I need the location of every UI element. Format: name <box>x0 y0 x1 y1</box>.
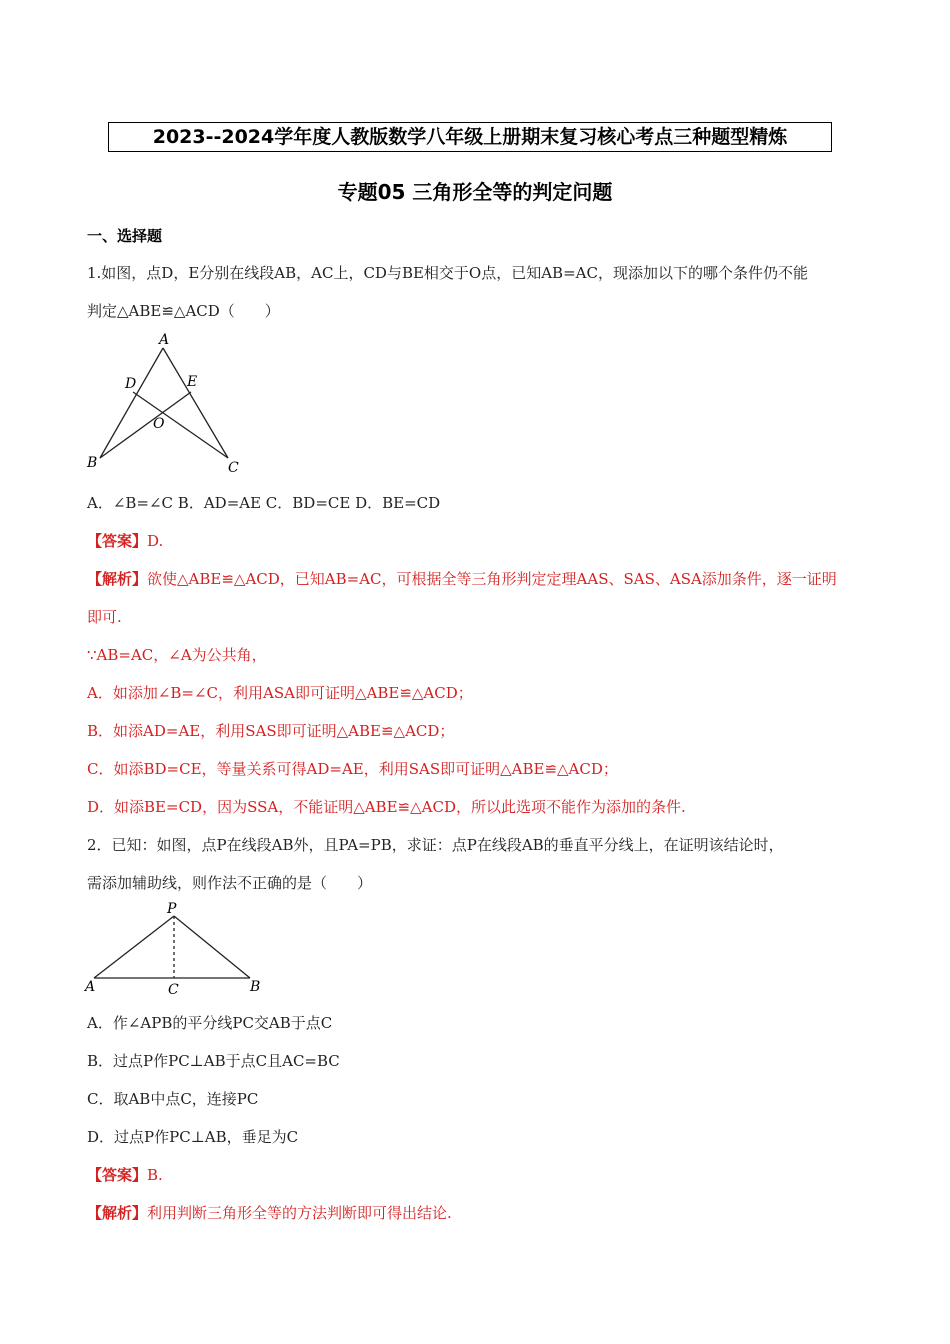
label-e: E <box>187 374 198 390</box>
label-o: O <box>153 416 165 432</box>
answer-tag: 【答案】 <box>87 532 148 550</box>
q2-triangle-figure <box>80 898 280 998</box>
q1-stem-line1: 1.如图，点D，E分别在线段AB，AC上，CD与BE相交于O点，已知AB=AC，现添加以下的哪个条件仍不能 <box>87 264 808 282</box>
label-b: B <box>87 455 98 471</box>
q1-analysis-line2: 即可. <box>87 608 122 626</box>
segment-be <box>100 392 191 458</box>
label-c: C <box>168 982 179 998</box>
q2-answer <box>87 1164 163 1185</box>
analysis-tag: 【解析】 <box>87 1204 148 1222</box>
label-c: C <box>228 460 239 476</box>
q2-stem-line2: 需添加辅助线，则作法不正确的是（ ） <box>87 874 373 892</box>
q1-proof-line: D．如添BE=CD，因为SSA，不能证明△ABE≌△ACD，所以此选项不能作为添加的条件. <box>87 798 686 816</box>
q2-stem-line1: 2．已知：如图，点P在线段AB外，且PA=PB，求证：点P在线段AB的垂直平分线上，在证明该结论时， <box>87 836 784 854</box>
q1-proof-line: C．如添BD=CE，等量关系可得AD=AE，利用SAS即可证明△ABE≌△ACD； <box>87 760 618 778</box>
section-heading: 一、选择题 <box>87 227 163 245</box>
q1-proof-line: ∵AB=AC，∠A为公共角， <box>87 646 267 664</box>
label-b: B <box>250 979 261 995</box>
analysis-text: 欲使△ABE≌△ACD，已知AB=AC，可根据全等三角形判定定理AAS、SAS、ASA添加条件，逐一证明 <box>147 570 837 588</box>
label-a: A <box>159 332 170 348</box>
analysis-text: 利用判断三角形全等的方法判断即可得出结论. <box>147 1204 452 1222</box>
topic-title: 专题05 三角形全等的判定问题 <box>337 180 613 204</box>
q2-analysis <box>87 1202 452 1223</box>
q1-analysis-line1 <box>87 568 837 589</box>
label-p: P <box>167 901 177 917</box>
segment-ac <box>163 348 228 458</box>
q1-proof-line: B．如添AD=AE，利用SAS即可证明△ABE≌△ACD； <box>87 722 455 740</box>
label-a: A <box>85 979 96 995</box>
q1-stem-line2: 判定△ABE≌△ACD（ ） <box>87 302 280 320</box>
segment-cd <box>133 392 228 458</box>
q2-option: B．过点P作PC⊥AB于点C且AC=BC <box>87 1052 340 1070</box>
q2-option: C．取AB中点C，连接PC <box>87 1090 259 1108</box>
q1-proof-line: A．如添加∠B=∠C，利用ASA即可证明△ABE≌△ACD； <box>87 684 473 702</box>
q2-option: A．作∠APB的平分线PC交AB于点C <box>87 1014 333 1032</box>
segment-pa <box>94 916 174 978</box>
q1-answer <box>87 530 163 551</box>
segment-pb <box>174 916 250 978</box>
q1-options: A．∠B=∠C B．AD=AE C．BD=CE D．BE=CD <box>87 494 441 512</box>
document-title: 2023--2024学年度人教版数学八年级上册期末复习核心考点三种题型精炼 <box>108 122 832 152</box>
q1-triangle-figure <box>80 330 260 480</box>
segment-ab <box>100 348 163 458</box>
q2-option: D．过点P作PC⊥AB，垂足为C <box>87 1128 299 1146</box>
answer-value: D. <box>147 532 164 550</box>
analysis-tag: 【解析】 <box>87 570 148 588</box>
label-d: D <box>125 376 137 392</box>
answer-value: B. <box>147 1166 163 1184</box>
answer-tag: 【答案】 <box>87 1166 148 1184</box>
